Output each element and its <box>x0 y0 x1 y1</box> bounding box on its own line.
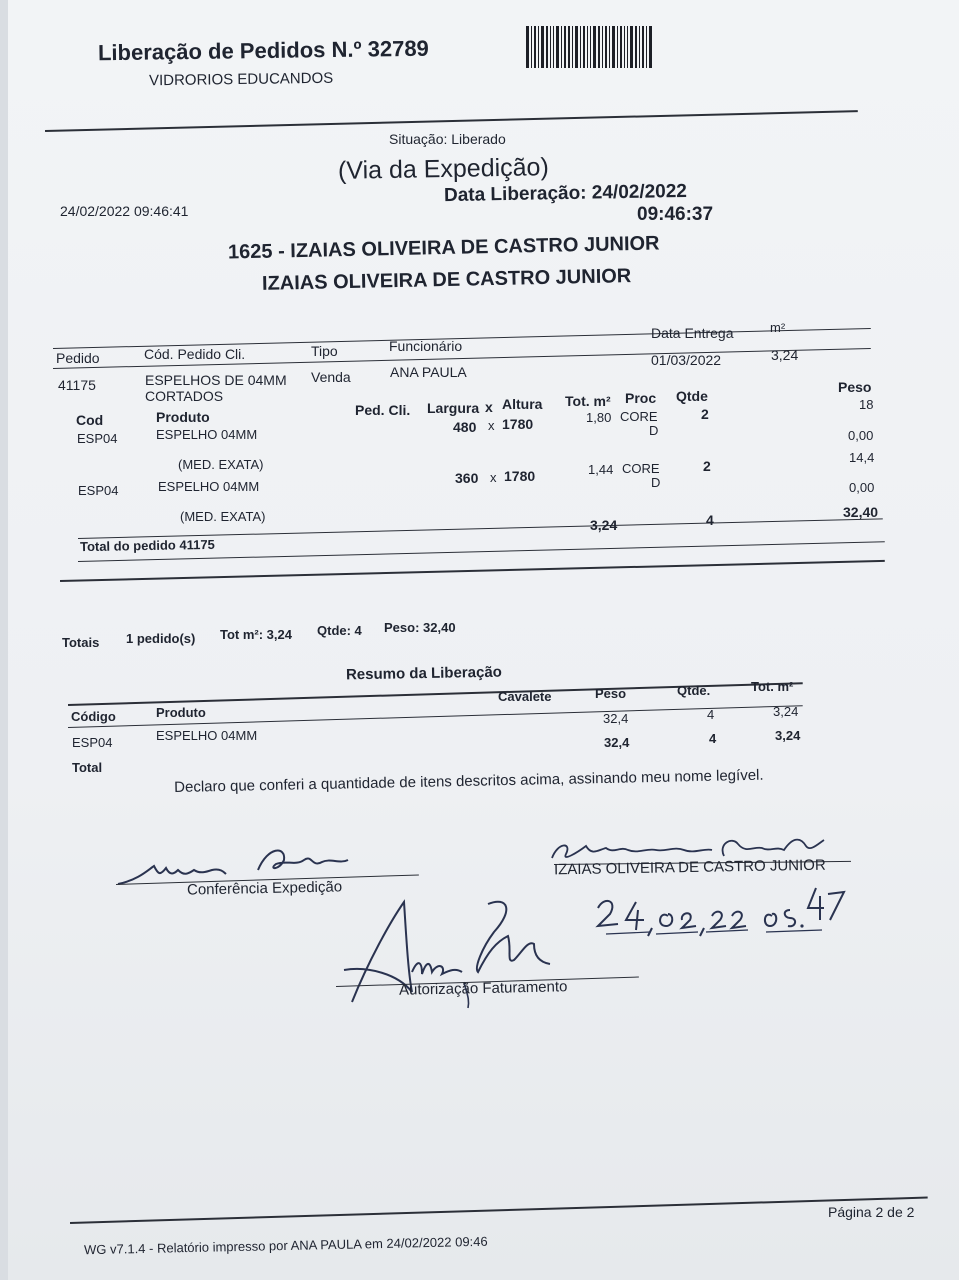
resumo-total-label: Total <box>72 760 103 775</box>
item-header-proc: Proc <box>625 390 657 406</box>
order-total-m2: 3,24 <box>590 517 618 533</box>
resumo-header-codigo: Código <box>71 709 116 724</box>
item-2-peso-2: 0,00 <box>849 480 875 495</box>
item-header-qtde: Qtde <box>676 388 708 404</box>
barcode-bar <box>553 26 554 68</box>
item-2-qtde: 2 <box>703 458 711 474</box>
item-1-cod: ESP04 <box>77 431 118 446</box>
barcode <box>526 26 668 68</box>
barcode-bar <box>612 26 615 68</box>
item-2-proc-1: CORE <box>622 461 660 476</box>
resumo-header-qtde: Qtde. <box>677 683 711 698</box>
item-2-tot-m2: 1,44 <box>588 462 614 477</box>
barcode-bar <box>620 26 622 68</box>
item-1-proc-2: D <box>649 423 659 438</box>
footer-printed-by: WG v7.1.4 - Relatório impresso por ANA PAULA em 24/02/2022 09:46 <box>83 1233 488 1258</box>
item-1-x: x <box>488 418 495 433</box>
resumo-row-tot-m2: 3,24 <box>773 704 799 719</box>
item-header-ped-cli: Ped. Cli. <box>355 402 411 418</box>
barcode-bar <box>617 26 618 68</box>
resumo-row-qtde: 4 <box>707 707 715 722</box>
item-1-produto: ESPELHO 04MM <box>156 427 258 442</box>
barcode-bar <box>556 26 559 68</box>
data-liberacao-time: 09:46:37 <box>637 204 714 225</box>
item-2-produto: ESPELHO 04MM <box>158 479 260 494</box>
barcode-bar <box>587 26 588 68</box>
client-name-line1: 1625 - IZAIAS OLIVEIRA DE CASTRO JUNIOR <box>227 232 660 264</box>
item-1-largura: 480 <box>453 419 477 435</box>
barcode-bar <box>564 26 566 68</box>
barcode-bar <box>550 26 551 68</box>
item-header-altura: Altura <box>502 396 543 412</box>
barcode-bar <box>561 26 562 68</box>
order-number: 41175 <box>58 377 96 393</box>
barcode-bar <box>583 26 585 68</box>
item-2-obs: (MED. EXATA) <box>180 509 266 524</box>
barcode-bar <box>642 26 644 68</box>
item-header-largura: Largura <box>427 400 480 416</box>
barcode-bar <box>546 26 548 68</box>
order-cod-cli-2: CORTADOS <box>145 388 224 404</box>
barcode-bar <box>538 26 539 68</box>
cliente-label: IZAIAS OLIVEIRA DE CASTRO JUNIOR <box>553 856 826 879</box>
col-header-funcionario: Funcionário <box>389 338 463 354</box>
resumo-row-produto: ESPELHO 04MM <box>156 728 258 743</box>
barcode-bar <box>609 26 610 68</box>
header-divider <box>45 110 858 132</box>
resumo-header-produto: Produto <box>156 705 206 720</box>
item-header-tot-m2: Tot. m² <box>565 393 611 409</box>
handwritten-date <box>590 880 850 940</box>
order-total-qtde: 4 <box>706 512 714 528</box>
order-funcionario: ANA PAULA <box>390 364 467 380</box>
resumo-total-peso: 32,4 <box>604 735 630 750</box>
barcode-bar <box>572 26 573 68</box>
item-1-proc-1: CORE <box>620 409 658 424</box>
document-title: Liberação de Pedidos N.º 32789 <box>97 35 429 66</box>
item-2-cod: ESP04 <box>78 483 119 498</box>
order-total-peso: 32,40 <box>843 504 879 520</box>
via-label: (Via da Expedição) <box>337 153 550 185</box>
barcode-bar <box>568 26 570 68</box>
order-m2: 3,24 <box>771 347 799 363</box>
barcode-bar <box>635 26 637 68</box>
client-name-line2: IZAIAS OLIVEIRA DE CASTRO JUNIOR <box>261 265 632 295</box>
barcode-bar <box>590 26 591 68</box>
col-header-pedido: Pedido <box>56 350 100 366</box>
item-header-cod: Cod <box>76 412 104 428</box>
totals-label: Totais <box>62 635 100 650</box>
item-1-peso-1: 18 <box>859 397 874 412</box>
conferencia-label: Conferência Expedição <box>186 878 343 899</box>
barcode-bar <box>630 26 633 68</box>
company-name: VIDRORIOS EDUCANDOS <box>148 69 334 90</box>
item-1-peso-2: 0,00 <box>848 428 874 443</box>
totals-peso: Peso: 32,40 <box>384 620 456 635</box>
section-divider <box>60 560 885 582</box>
resumo-header-tot-m2: Tot. m² <box>751 679 794 694</box>
resumo-title: Resumo da Liberação <box>345 663 503 684</box>
barcode-bar <box>627 26 628 68</box>
resumo-row-peso: 32,4 <box>603 711 629 726</box>
item-2-x: x <box>490 470 497 485</box>
item-1-qtde: 2 <box>701 406 709 422</box>
item-1-tot-m2: 1,80 <box>586 410 612 425</box>
footer-page-number: Página 2 de 2 <box>828 1204 915 1220</box>
item-header-peso: Peso <box>838 379 872 395</box>
barcode-bar <box>646 26 647 68</box>
barcode-bar <box>639 26 640 68</box>
order-cod-cli-1: ESPELHOS DE 04MM <box>145 372 287 388</box>
barcode-bar <box>624 26 625 68</box>
barcode-bar <box>531 26 532 68</box>
barcode-bar <box>593 26 596 68</box>
situacao-label: Situação: Liberado <box>389 131 506 147</box>
document-page <box>8 0 959 1280</box>
barcode-bar <box>526 26 529 68</box>
item-2-altura: 1780 <box>504 468 536 484</box>
order-tipo: Venda <box>311 369 351 385</box>
autorizacao-label: Autorização Faturamento <box>398 978 568 999</box>
resumo-total-tot-m2: 3,24 <box>775 728 801 743</box>
item-header-x: x <box>485 399 493 415</box>
barcode-bar <box>649 26 652 68</box>
declaration-text: Declaro que conferi a quantidade de itens descritos acima, assinando meu nome legível. <box>174 766 764 796</box>
barcode-bar <box>598 26 600 68</box>
data-liberacao: Data Liberação: 24/02/2022 <box>443 180 688 207</box>
barcode-bar <box>605 26 607 68</box>
print-datetime: 24/02/2022 09:46:41 <box>60 203 189 219</box>
item-2-largura: 360 <box>455 470 479 486</box>
col-header-data-entrega: Data Entrega <box>651 325 734 341</box>
resumo-row-codigo: ESP04 <box>72 735 113 750</box>
item-header-produto: Produto <box>156 409 210 425</box>
barcode-bar <box>534 26 536 68</box>
barcode-bar <box>575 26 578 68</box>
totals-qtde: Qtde: 4 <box>317 623 362 638</box>
col-header-m2-top: m² <box>770 320 786 335</box>
totals-pedidos: 1 pedido(s) <box>126 631 196 646</box>
item-2-peso-1: 14,4 <box>849 450 875 465</box>
col-header-tipo: Tipo <box>311 343 338 359</box>
item-1-altura: 1780 <box>502 416 534 432</box>
col-header-cod-pedido-cli: Cód. Pedido Cli. <box>144 346 246 362</box>
item-1-obs: (MED. EXATA) <box>178 457 264 472</box>
order-data-entrega: 01/03/2022 <box>651 352 722 368</box>
totals-m2: Tot m²: 3,24 <box>220 627 292 642</box>
item-2-proc-2: D <box>651 475 661 490</box>
resumo-header-peso: Peso <box>595 686 627 701</box>
barcode-bar <box>602 26 603 68</box>
resumo-header-cavalete: Cavalete <box>498 689 552 704</box>
barcode-bar <box>580 26 581 68</box>
footer-rule <box>70 1197 928 1224</box>
order-total-label: Total do pedido 41175 <box>79 536 215 555</box>
barcode-bar <box>541 26 544 68</box>
resumo-total-qtde: 4 <box>709 731 717 746</box>
